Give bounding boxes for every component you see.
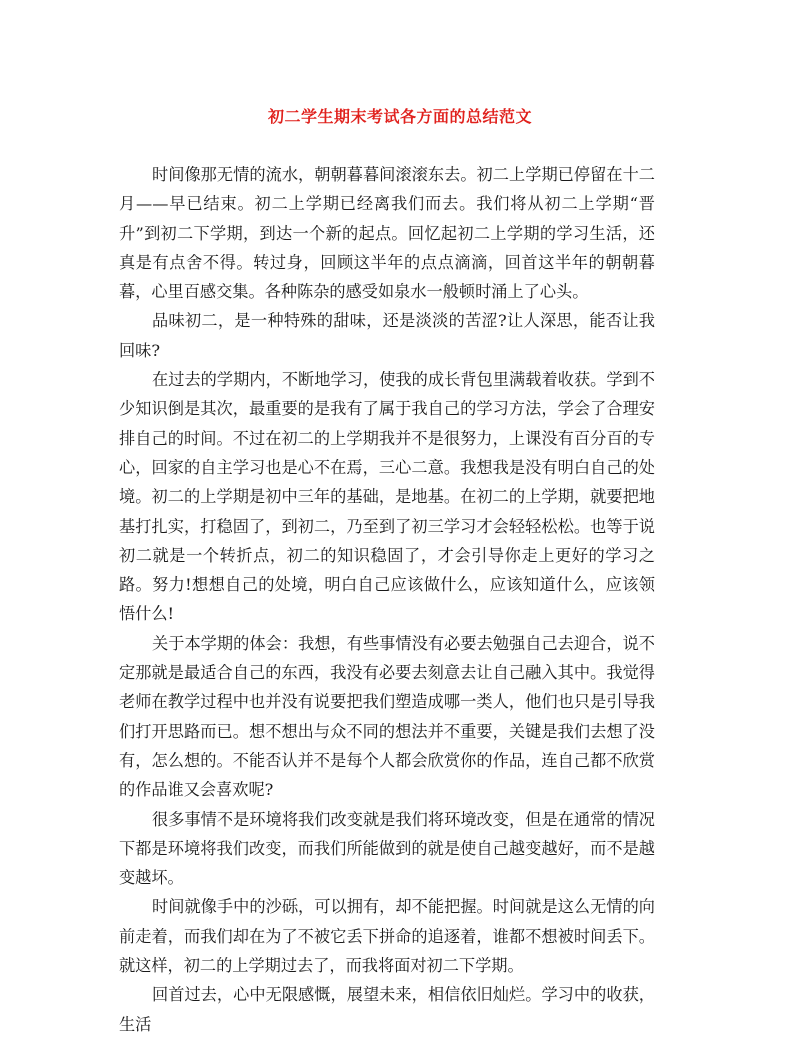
document-body	[119, 160, 655, 1039]
document-title: 初二学生期末考试各方面的总结范文	[267, 107, 532, 126]
paragraph: 很多事情不是环境将我们改变就是我们将环境改变，但是在通常的情况下都是环境将我们改变，而我们所能做到的就是使自己越变越好，而不是越变越坏。	[119, 809, 655, 888]
paragraph: 回首过去，心中无限感慨，展望未来，相信依旧灿烂。学习中的收获，生活	[119, 985, 655, 1034]
paragraph: 品味初二，是一种特殊的甜味，还是淡淡的苦涩?让人深思，能否让我回味?	[119, 311, 655, 360]
paragraph: 时间像那无情的流水，朝朝暮暮间滚滚东去。初二上学期已停留在十二月——早已结束。初二上学期已经离我们而去。我们将从初二上学期“晋升”到初二下学期，到达一个新的起点。回忆起初二上学期的学习生活，还真是有点舍不得。转过身，回顾这半年的点点滴滴，回首这半年的朝朝暮暮，心里百感交集。各种陈杂的感受如泉水一般顿时涌上了心头。	[119, 165, 655, 302]
paragraph: 时间就像手中的沙砾，可以拥有，却不能把握。时间就是这么无情的向前走着，而我们却在为了不被它丢下拼命的追逐着，谁都不想被时间丢下。就这样，初二的上学期过去了，而我将面对初二下学期。	[119, 897, 655, 976]
paragraph: 关于本学期的体会：我想，有些事情没有必要去勉强自己去迎合，说不定那就是最适合自己的东西，我没有必要去刻意去让自己融入其中。我觉得老师在教学过程中也并没有说要把我们塑造成哪一类人，他们也只是引导我们打开思路而已。想不想出与众不同的想法并不重要，关键是我们去想了没有，怎么想的。不能否认并不是每个人都会欣赏你的作品，连自己都不欣赏的作品谁又会喜欢呢?	[119, 633, 655, 800]
paragraph: 在过去的学期内，不断地学习，使我的成长背包里满载着收获。学到不少知识倒是其次，最重要的是我有了属于我自己的学习方法，学会了合理安排自己的时间。不过在初二的上学期我并不是很努力，上课没有百分百的专心，回家的自主学习也是心不在焉，三心二意。我想我是没有明白自己的处境。初二的上学期是初中三年的基础，是地基。在初二的上学期，就要把地基打扎实，打稳固了，到初二，乃至到了初三学习才会轻轻松松。也等于说初二就是一个转折点，初二的知识稳固了，才会引导你走上更好的学习之路。努力!想想自己的处境，明白自己应该做什么，应该知道什么，应该领悟什么!	[119, 370, 655, 624]
